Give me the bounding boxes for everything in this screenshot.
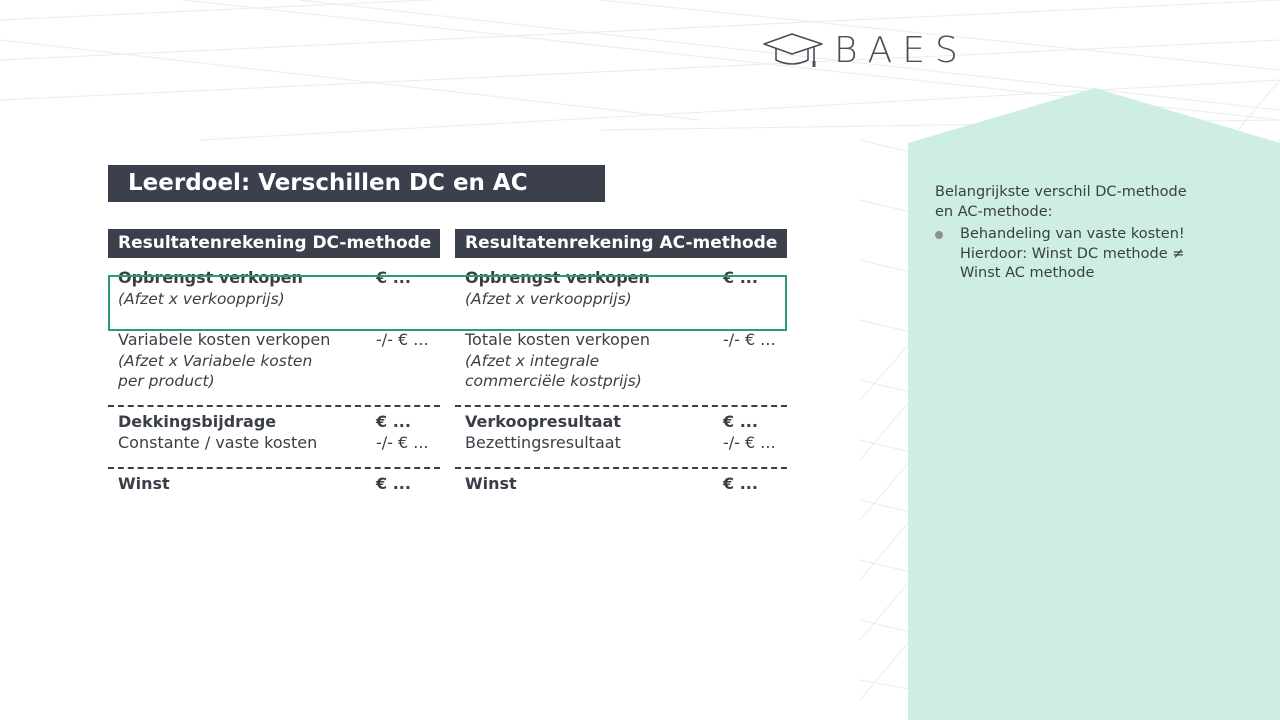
side-intro xyxy=(935,183,1235,222)
dc-contribution-label: Dekkingsbijdrage xyxy=(118,412,277,431)
bullet-dot-icon xyxy=(935,231,943,239)
dc-fixed-costs-label: Constante / vaste kosten xyxy=(118,433,318,452)
dc-header: Resultatenrekening DC-methode xyxy=(108,229,440,258)
ac-sales-result-label: Verkoopresultaat xyxy=(465,412,621,431)
side-intro-line-2: en AC-methode: xyxy=(935,203,1053,220)
side-bullet-line-2: Hierdoor: Winst DC methode ≠ xyxy=(960,245,1185,262)
dc-revenue-value: € ... xyxy=(376,268,411,287)
ac-revenue-label: Opbrengst verkopen xyxy=(465,268,650,287)
ac-header: Resultatenrekening AC-methode xyxy=(455,229,787,258)
dc-revenue-formula: (Afzet x verkoopprijs) xyxy=(118,290,285,308)
side-bullet-line-1: Behandeling van vaste kosten! xyxy=(960,226,1185,242)
brand-logo xyxy=(762,28,968,72)
side-intro-line-1: Belangrijkste verschil DC-methode xyxy=(935,184,1187,200)
ac-revenue-value: € ... xyxy=(723,268,758,287)
ac-total-costs-formula-1: (Afzet x integrale xyxy=(465,352,600,370)
side-bullet-text xyxy=(960,225,1185,284)
dc-variable-costs-label: Variabele kosten verkopen xyxy=(118,330,331,349)
ac-occupancy-result-label: Bezettingsresultaat xyxy=(465,433,621,452)
dc-divider-2 xyxy=(108,467,440,469)
ac-profit-label: Winst xyxy=(465,474,517,493)
side-bullet-line-3: Winst AC methode xyxy=(960,265,1095,281)
ac-total-costs-formula-2: commerciële kostprijs) xyxy=(465,372,642,390)
ac-sales-result-value: € ... xyxy=(723,412,758,431)
ac-total-costs-value: -/- € ... xyxy=(723,330,776,349)
ac-occupancy-result-value: -/- € ... xyxy=(723,433,776,452)
dc-profit-label: Winst xyxy=(118,474,170,493)
side-bullet xyxy=(935,225,1235,284)
ac-profit-value: € ... xyxy=(723,474,758,493)
dc-variable-costs-value: -/- € ... xyxy=(376,330,429,349)
dc-profit-value: € ... xyxy=(376,474,411,493)
dc-fixed-costs-value: -/- € ... xyxy=(376,433,429,452)
brand-name: BAES xyxy=(834,29,968,71)
graduation-cap-icon xyxy=(762,28,826,72)
ac-total-costs-label: Totale kosten verkopen xyxy=(465,330,650,349)
ac-divider-2 xyxy=(455,467,787,469)
dc-variable-costs-formula-1: (Afzet x Variabele kosten xyxy=(118,352,313,370)
ac-revenue-formula: (Afzet x verkoopprijs) xyxy=(465,290,632,308)
dc-revenue-label: Opbrengst verkopen xyxy=(118,268,303,287)
slide-title: Leerdoel: Verschillen DC en AC xyxy=(108,165,605,202)
ac-divider-1 xyxy=(455,405,787,407)
dc-variable-costs-formula-2: per product) xyxy=(118,372,215,390)
highlight-box xyxy=(108,275,787,331)
dc-contribution-value: € ... xyxy=(376,412,411,431)
dc-divider-1 xyxy=(108,405,440,407)
